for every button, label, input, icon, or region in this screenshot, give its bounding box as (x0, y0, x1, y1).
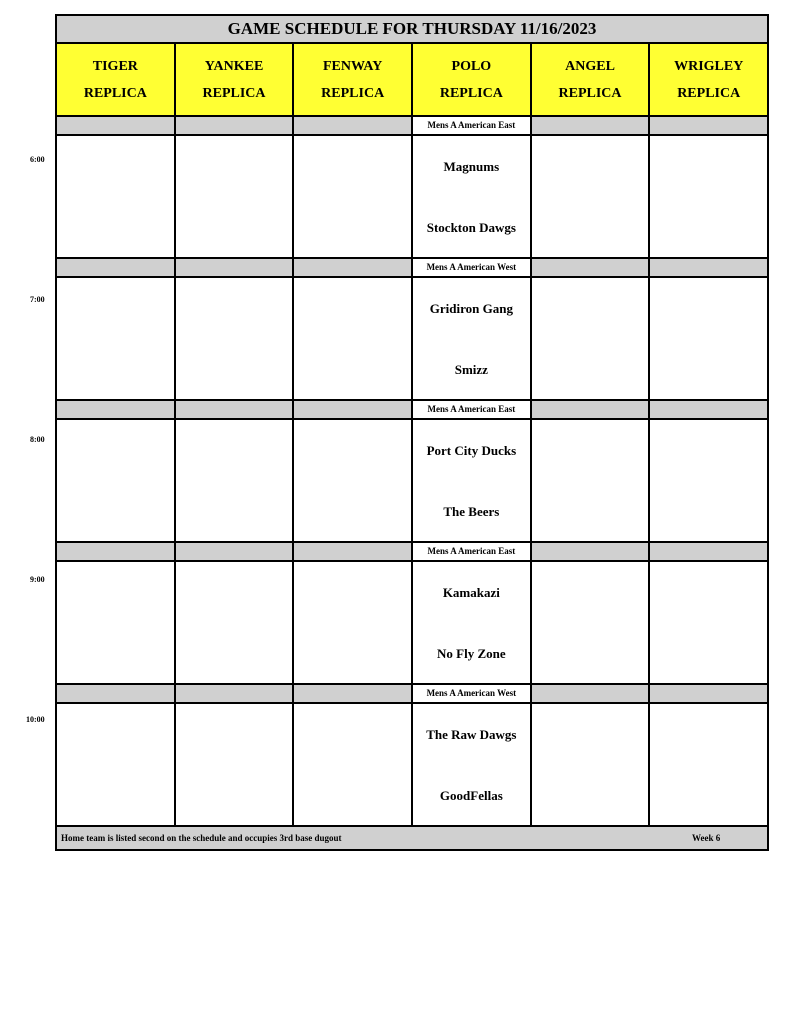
time-label-6pm: 6:00 (30, 155, 45, 164)
away-team: The Raw Dawgs (426, 727, 517, 742)
division-label: Mens A American East (413, 543, 532, 560)
game-cell (413, 704, 532, 825)
home-team: Stockton Dawgs (426, 220, 516, 235)
field-name: ANGEL (565, 58, 615, 74)
field-header-yankee (176, 44, 295, 115)
field-name: FENWAY (322, 58, 383, 74)
time-label-10pm: 10:00 (26, 715, 45, 724)
game-row (57, 420, 767, 543)
field-sub: REPLICA (677, 85, 741, 101)
schedule-title: GAME SCHEDULE FOR THURSDAY 11/16/2023 (57, 16, 767, 44)
field-sub: REPLICA (439, 85, 503, 101)
time-label-7pm: 7:00 (30, 295, 45, 304)
field-name: WRIGLEY (674, 58, 744, 74)
schedule-footer (57, 827, 767, 849)
game-row (57, 278, 767, 401)
field-name: TIGER (92, 58, 138, 74)
week-label: Week 6 (692, 833, 721, 843)
division-row (57, 117, 767, 136)
field-sub: REPLICA (83, 85, 147, 101)
field-sub: REPLICA (558, 85, 622, 101)
division-row (57, 685, 767, 704)
division-row (57, 259, 767, 278)
field-header-fenway (294, 44, 413, 115)
division-label: Mens A American East (413, 401, 532, 418)
time-label-9pm: 9:00 (30, 575, 45, 584)
time-label-8pm: 8:00 (30, 435, 45, 444)
game-cell (413, 136, 532, 257)
time-column (0, 0, 55, 1024)
away-team: Port City Ducks (426, 443, 517, 458)
game-cell (413, 420, 532, 541)
field-header-angel (532, 44, 651, 115)
field-name: YANKEE (204, 58, 264, 74)
division-label: Mens A American West (413, 259, 532, 276)
game-row (57, 704, 767, 827)
division-label: Mens A American West (413, 685, 532, 702)
division-label: Mens A American East (413, 117, 532, 134)
away-team: Gridiron Gang (429, 301, 513, 316)
field-name: POLO (451, 58, 492, 74)
game-cell (413, 562, 532, 683)
game-cell (413, 278, 532, 399)
home-team: Smizz (454, 362, 488, 377)
field-header-wrigley (650, 44, 767, 115)
field-sub: REPLICA (202, 85, 266, 101)
game-row (57, 136, 767, 259)
division-row (57, 401, 767, 420)
game-row (57, 562, 767, 685)
away-team: Magnums (443, 159, 500, 174)
field-header-tiger (57, 44, 176, 115)
away-team: Kamakazi (442, 585, 500, 600)
field-header-polo (413, 44, 532, 115)
home-team: No Fly Zone (437, 646, 506, 661)
footer-note: Home team is listed second on the schedule and occupies 3rd base dugout (61, 833, 342, 843)
field-header-row (57, 44, 767, 117)
home-team: GoodFellas (439, 788, 503, 803)
home-team: The Beers (443, 504, 500, 519)
division-row (57, 543, 767, 562)
field-sub: REPLICA (321, 85, 385, 101)
schedule-table (55, 14, 769, 851)
